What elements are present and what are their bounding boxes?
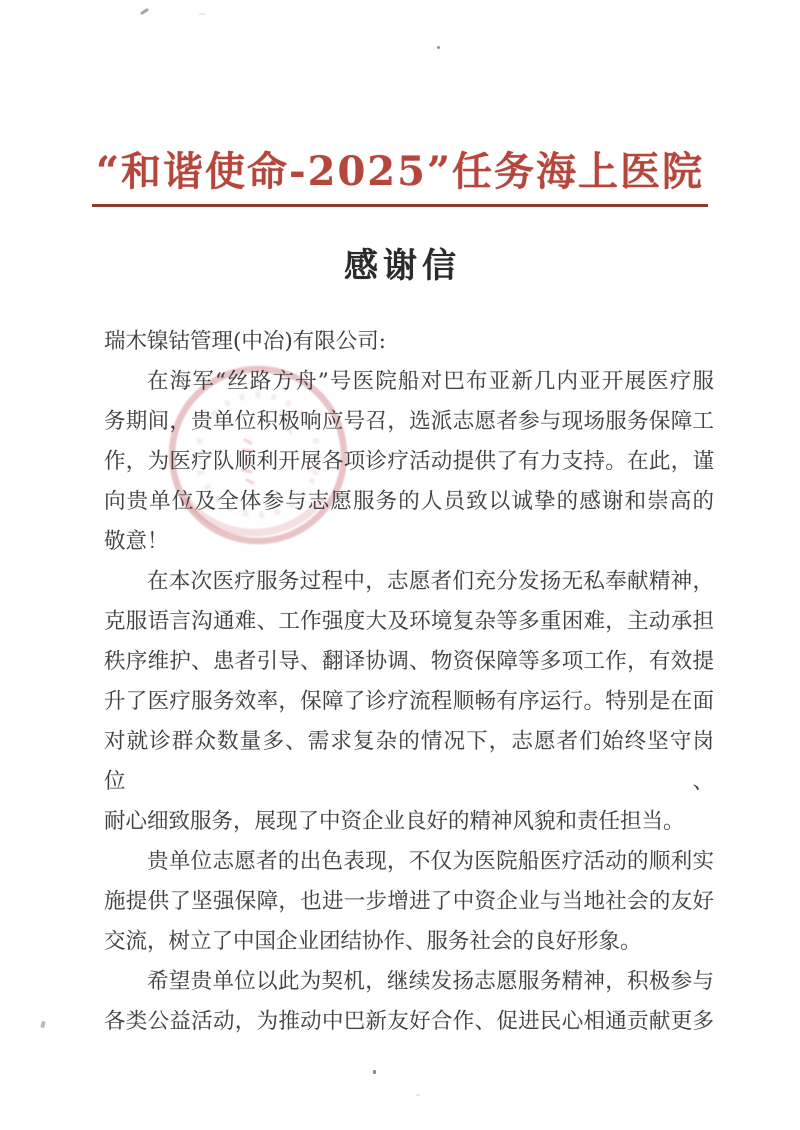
letter-line: 升了医疗服务效率，保障了诊疗流程顺畅有序运行。特别是在面 — [104, 689, 714, 714]
scan-speck — [199, 13, 205, 15]
letter-line: 施提供了坚强保障，也进一步增进了中资企业与当地社会的友好 — [104, 889, 714, 914]
scan-speck — [437, 46, 440, 49]
scan-speck — [416, 1094, 420, 1096]
mission-banner — [0, 140, 800, 207]
salutation: 瑞木镍钴管理(中冶)有限公司: — [104, 329, 387, 354]
letter-line: 务期间，贵单位积极响应号召，选派志愿者参与现场服务保障工 — [104, 409, 714, 434]
letter-line: 秩序维护、患者引导、翻译协调、物资保障等多项工作，有效提 — [104, 649, 714, 674]
scan-speck — [40, 1021, 46, 1029]
letter-line: 敬意！ — [104, 529, 169, 554]
letter-line: 各类公益活动，为推动中巴新友好合作、促进民心相通贡献更多 — [104, 1009, 714, 1034]
letter-line: 在海军“丝路方舟”号医院船对巴布亚新几内亚开展医疗服 — [147, 369, 714, 394]
mission-banner-title: “和谐使命-2025”任务海上医院 — [92, 140, 708, 207]
letter-line: 贵单位志愿者的出色表现，不仅为医院船医疗活动的顺利实 — [147, 849, 714, 874]
scan-speck — [373, 1070, 376, 1074]
letter-line: 作，为医疗队顺利开展各项诊疗活动提供了有力支持。在此，谨 — [104, 449, 714, 474]
letter-line: 交流，树立了中国企业团结协作、服务社会的良好形象。 — [104, 929, 642, 954]
letter-body — [104, 322, 714, 1042]
letter-line: 在本次医疗服务过程中，志愿者们充分发扬无私奉献精神， — [147, 569, 714, 594]
letter-line: 希望贵单位以此为契机，继续发扬志愿服务精神，积极参与 — [147, 969, 714, 994]
letter-line: 向贵单位及全体参与志愿服务的人员致以诚挚的感谢和崇高的 — [104, 489, 714, 514]
letter-title: 感谢信 — [344, 246, 461, 286]
scan-speck — [140, 8, 149, 15]
letter-line: 对就诊群众数量多、需求复杂的情况下，志愿者们始终坚守岗位、 — [104, 729, 714, 794]
letter-line: 耐心细致服务，展现了中资企业良好的精神风貌和责任担当。 — [104, 809, 685, 834]
letter-line: 克服语言沟通难、工作强度大及环境复杂等多重困难，主动承担 — [104, 609, 714, 634]
